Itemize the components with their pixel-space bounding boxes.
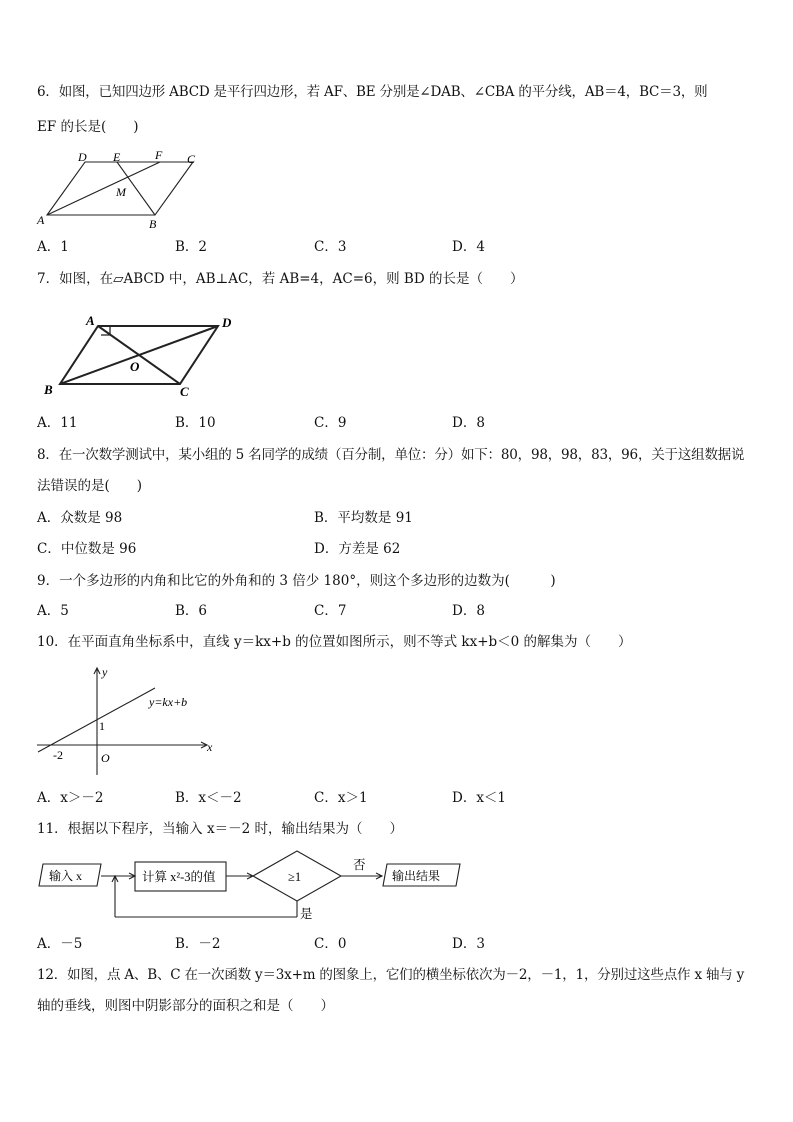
q6-label-d: D — [78, 150, 87, 164]
q12-stem-line1: 12．如图，点 A、B、C 在一次函数 y＝3x+m 的图象上，它们的横坐标依次为－2，－1，1，分别过这些点作 x 轴与 y — [37, 967, 745, 983]
q10-coordinate-figure — [35, 660, 225, 780]
q12-stem-line2: 轴的垂线，则图中阴影部分的面积之和是（ ） — [37, 998, 334, 1014]
q11-stem-line1: 11．根据以下程序，当输入 x＝－2 时，输出结果为（ ） — [37, 821, 403, 837]
q8-option-c[interactable]: C．中位数是 96 — [37, 541, 137, 557]
q11-condition-diamond: ≥1 — [288, 870, 302, 884]
q7-option-b[interactable]: B．10 — [175, 415, 216, 431]
q11-option-d[interactable]: D．3 — [452, 936, 485, 952]
q6-option-a[interactable]: A．1 — [37, 239, 69, 255]
q10-option-c[interactable]: C．x＞1 — [314, 790, 368, 806]
q6-stem-line2: EF 的长是( ) — [37, 119, 139, 135]
q8-option-a[interactable]: A．众数是 98 — [37, 510, 123, 526]
q11-option-b[interactable]: B．－2 — [175, 936, 221, 952]
q10-label-y: y — [102, 665, 108, 679]
q8-stem-line1: 8．在一次数学测试中，某小组的 5 名同学的成绩（百分制，单位：分）如下：80，98，98，83，96，关于这组数据说 — [37, 447, 745, 463]
q11-yes-label: 是 — [300, 907, 313, 921]
q6-label-e: E — [113, 150, 121, 164]
q7-option-a[interactable]: A．11 — [37, 415, 78, 431]
q9-option-c[interactable]: C．7 — [314, 603, 347, 619]
q7-parallelogram-figure — [40, 308, 240, 398]
q11-input-box: 输入 x — [49, 869, 83, 883]
q6-label-f: F — [155, 148, 163, 162]
q6-parallelogram-figure — [35, 148, 205, 230]
q6-option-c[interactable]: C．3 — [314, 239, 347, 255]
q7-label-c: C — [180, 384, 189, 398]
q9-stem-line1: 9．一个多边形的内角和比它的外角和的 3 倍少 180°，则这个多边形的边数为( ) — [37, 573, 556, 589]
q9-option-a[interactable]: A．5 — [37, 603, 69, 619]
q6-option-b[interactable]: B．2 — [175, 239, 208, 255]
q11-option-a[interactable]: A．－5 — [37, 936, 83, 952]
q9-option-b[interactable]: B．6 — [175, 603, 208, 619]
q10-option-b[interactable]: B．x＜－2 — [175, 790, 242, 806]
q10-option-a[interactable]: A．x＞－2 — [37, 790, 104, 806]
q7-label-a: A — [86, 313, 95, 328]
q10-label-one: 1 — [99, 719, 105, 733]
q11-output-box: 输出结果 — [392, 869, 441, 883]
q7-label-o: O — [130, 359, 140, 374]
q6-label-a: A — [37, 213, 45, 227]
q10-stem-line1: 10．在平面直角坐标系中，直线 y＝kx+b 的位置如图所示，则不等式 kx+b＜0 的解集为（ ） — [37, 634, 632, 650]
q6-stem-line1: 6．如图，已知四边形 ABCD 是平行四边形，若 AF、BE 分别是∠DAB、∠CBA 的平分线，AB＝4，BC＝3，则 — [37, 84, 708, 100]
q11-no-label: 否 — [353, 858, 366, 872]
q6-option-d[interactable]: D．4 — [452, 239, 485, 255]
q9-option-d[interactable]: D．8 — [452, 603, 485, 619]
q11-option-c[interactable]: C．0 — [314, 936, 347, 952]
q7-stem-line1: 7．如图，在▱ABCD 中，AB⊥AC，若 AB=4，AC=6，则 BD 的长是（ ） — [37, 271, 524, 287]
q8-stem-line2: 法错误的是( ) — [37, 478, 143, 494]
q7-option-d[interactable]: D．8 — [452, 415, 485, 431]
q7-option-c[interactable]: C．9 — [314, 415, 347, 431]
q6-label-c: C — [187, 152, 196, 166]
q10-label-origin: O — [101, 751, 110, 765]
q10-label-line: y=kx+b — [149, 695, 188, 709]
q7-label-d: D — [222, 315, 232, 330]
q8-option-d[interactable]: D．方差是 62 — [314, 541, 401, 557]
q10-option-d[interactable]: D．x＜1 — [452, 790, 507, 806]
q10-label-x: x — [207, 740, 213, 754]
q11-compute-box: 计算 x²-3的值 — [142, 870, 216, 884]
q7-label-b: B — [44, 382, 53, 397]
q10-label-neg2: -2 — [53, 748, 63, 762]
q6-label-m: M — [116, 185, 126, 199]
q6-label-b: B — [149, 217, 157, 230]
q8-option-b[interactable]: B．平均数是 91 — [314, 510, 413, 526]
q11-flowchart — [35, 845, 475, 925]
